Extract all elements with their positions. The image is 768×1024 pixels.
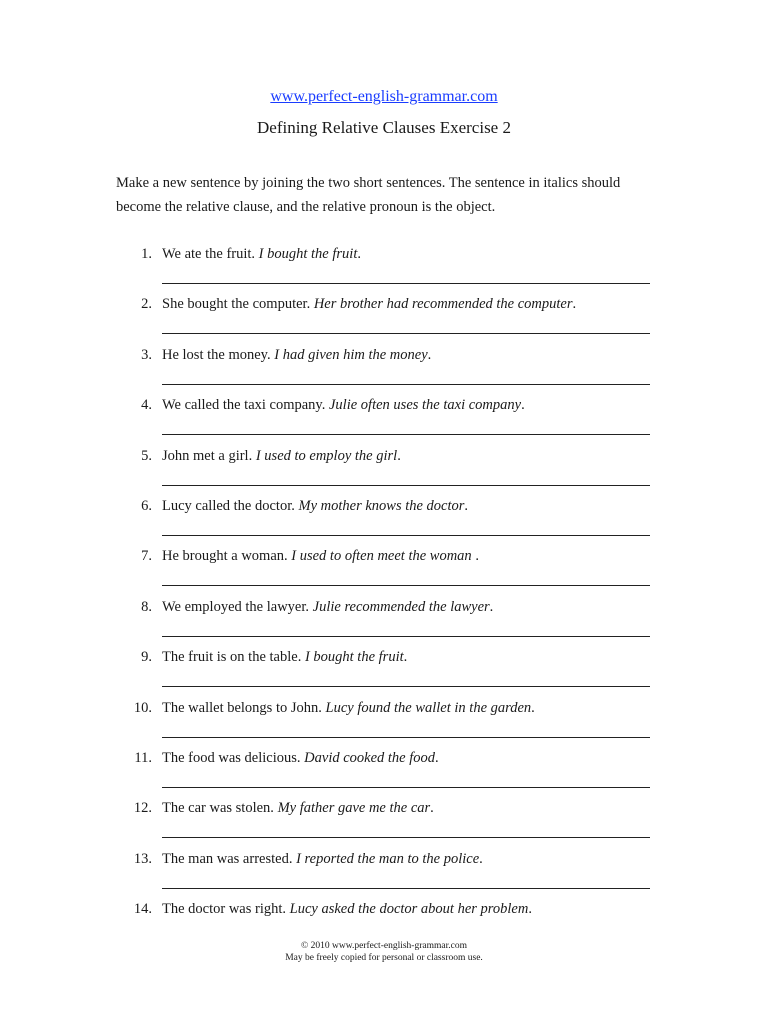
italic-sentence: My father gave me the car bbox=[277, 800, 431, 817]
item-number: 11. bbox=[134, 749, 152, 766]
answer-line[interactable] bbox=[162, 384, 650, 385]
italic-sentence: David cooked the food bbox=[304, 749, 436, 766]
item-sentence bbox=[162, 698, 535, 718]
main-sentence: He brought a woman. bbox=[162, 548, 288, 565]
footer bbox=[0, 940, 768, 964]
exercise-item bbox=[0, 345, 768, 395]
sentence-end: . bbox=[489, 598, 494, 615]
item-number: 1. bbox=[141, 246, 152, 262]
main-sentence: We employed the lawyer. bbox=[162, 598, 310, 615]
item-sentence bbox=[162, 395, 525, 415]
sentence-end: . bbox=[479, 850, 483, 867]
page-title: Defining Relative Clauses Exercise 2 bbox=[257, 118, 511, 137]
exercise-item bbox=[0, 294, 768, 344]
main-sentence: The food was delicious. bbox=[162, 749, 301, 766]
sentence-end: . bbox=[471, 548, 479, 565]
answer-line[interactable] bbox=[162, 535, 650, 536]
sentence-end: . bbox=[435, 749, 439, 766]
main-sentence: We called the taxi company. bbox=[162, 397, 326, 414]
italic-sentence: I had given him the money bbox=[274, 346, 428, 363]
answer-line[interactable] bbox=[162, 686, 650, 687]
italic-sentence: My mother knows the doctor bbox=[298, 497, 465, 514]
italic-sentence: Her brother had recommended the computer bbox=[313, 296, 573, 313]
exercise-item bbox=[0, 244, 768, 294]
item-sentence bbox=[162, 345, 431, 365]
main-sentence: The fruit is on the table. bbox=[162, 649, 302, 666]
main-sentence: We ate the fruit. bbox=[162, 246, 256, 262]
item-number: 9. bbox=[141, 649, 152, 666]
exercise-item bbox=[0, 647, 768, 697]
exercise-item bbox=[0, 798, 768, 848]
main-sentence: The man was arrested. bbox=[162, 850, 293, 867]
item-sentence bbox=[162, 446, 401, 466]
item-number: 14. bbox=[133, 901, 152, 918]
item-number: 13. bbox=[133, 850, 152, 867]
answer-line[interactable] bbox=[162, 888, 650, 889]
exercise-list bbox=[0, 244, 768, 949]
sentence-end: . bbox=[531, 699, 535, 716]
answer-line[interactable] bbox=[162, 636, 650, 637]
answer-line[interactable] bbox=[162, 485, 650, 486]
item-number: 10. bbox=[133, 699, 152, 716]
item-sentence bbox=[162, 748, 439, 768]
sentence-end: . bbox=[528, 901, 532, 918]
answer-line[interactable] bbox=[162, 787, 650, 788]
exercise-item bbox=[0, 395, 768, 445]
site-link[interactable]: www.perfect-english-grammar.com bbox=[270, 88, 498, 105]
exercise-item bbox=[0, 748, 768, 798]
answer-line[interactable] bbox=[162, 737, 650, 738]
main-sentence: John met a girl. bbox=[162, 447, 253, 464]
italic-sentence: Lucy asked the doctor about her problem bbox=[289, 901, 529, 918]
item-sentence bbox=[162, 546, 479, 566]
exercise-item bbox=[0, 546, 768, 596]
italic-sentence: Julie recommended the lawyer bbox=[312, 598, 490, 615]
answer-line[interactable] bbox=[162, 283, 650, 284]
main-sentence: He lost the money. bbox=[162, 346, 271, 363]
answer-line[interactable] bbox=[162, 585, 650, 586]
exercise-item bbox=[0, 446, 768, 496]
item-number: 5. bbox=[141, 447, 152, 464]
item-sentence bbox=[162, 899, 532, 919]
italic-sentence: Julie often uses the taxi company bbox=[329, 397, 522, 414]
item-sentence bbox=[162, 244, 361, 264]
italic-sentence: I used to employ the girl bbox=[255, 447, 398, 464]
item-number: 8. bbox=[141, 598, 152, 615]
italic-sentence: I bought the fruit bbox=[258, 246, 358, 262]
main-sentence: Lucy called the doctor. bbox=[162, 497, 295, 514]
exercise-item bbox=[0, 597, 768, 647]
sentence-end: . bbox=[464, 497, 469, 514]
sentence-end: . bbox=[430, 800, 434, 817]
answer-line[interactable] bbox=[162, 837, 650, 838]
main-sentence: The doctor was right. bbox=[162, 901, 287, 918]
sentence-end: . bbox=[357, 246, 361, 262]
main-sentence: She bought the computer. bbox=[162, 296, 311, 313]
item-sentence bbox=[162, 294, 576, 314]
item-number: 3. bbox=[141, 346, 152, 363]
usage-text: May be freely copied for personal or classroom use. bbox=[285, 953, 483, 963]
item-sentence bbox=[162, 798, 434, 818]
answer-line[interactable] bbox=[162, 333, 650, 334]
item-number: 7. bbox=[141, 548, 152, 565]
item-number: 2. bbox=[141, 296, 152, 313]
sentence-end: . bbox=[403, 649, 408, 666]
sentence-end: . bbox=[572, 296, 577, 313]
italic-sentence: I bought the fruit bbox=[304, 649, 404, 666]
exercise-item bbox=[0, 496, 768, 546]
italic-sentence: Lucy found the wallet in the garden bbox=[325, 699, 532, 716]
item-sentence bbox=[162, 849, 483, 869]
item-sentence bbox=[162, 597, 493, 617]
sentence-end: . bbox=[521, 397, 525, 414]
exercise-item bbox=[0, 849, 768, 899]
exercise-item bbox=[0, 698, 768, 748]
main-sentence: The car was stolen. bbox=[162, 800, 274, 817]
italic-sentence: I used to often meet the woman bbox=[291, 548, 472, 565]
italic-sentence: I reported the man to the police bbox=[296, 850, 480, 867]
item-sentence bbox=[162, 647, 407, 667]
answer-line[interactable] bbox=[162, 434, 650, 435]
copyright-text: © 2010 www.perfect-english-grammar.com bbox=[301, 941, 467, 951]
item-number: 6. bbox=[141, 497, 152, 514]
sentence-end: . bbox=[427, 346, 432, 363]
instructions: Make a new sentence by joining the two short sentences. The sentence in italics should become the relative clause, and the relative pronoun is the object. bbox=[116, 175, 621, 215]
item-sentence bbox=[162, 496, 468, 516]
item-number: 4. bbox=[141, 397, 152, 414]
sentence-end: . bbox=[397, 447, 401, 464]
main-sentence: The wallet belongs to John. bbox=[162, 699, 322, 716]
item-number: 12. bbox=[133, 800, 152, 817]
